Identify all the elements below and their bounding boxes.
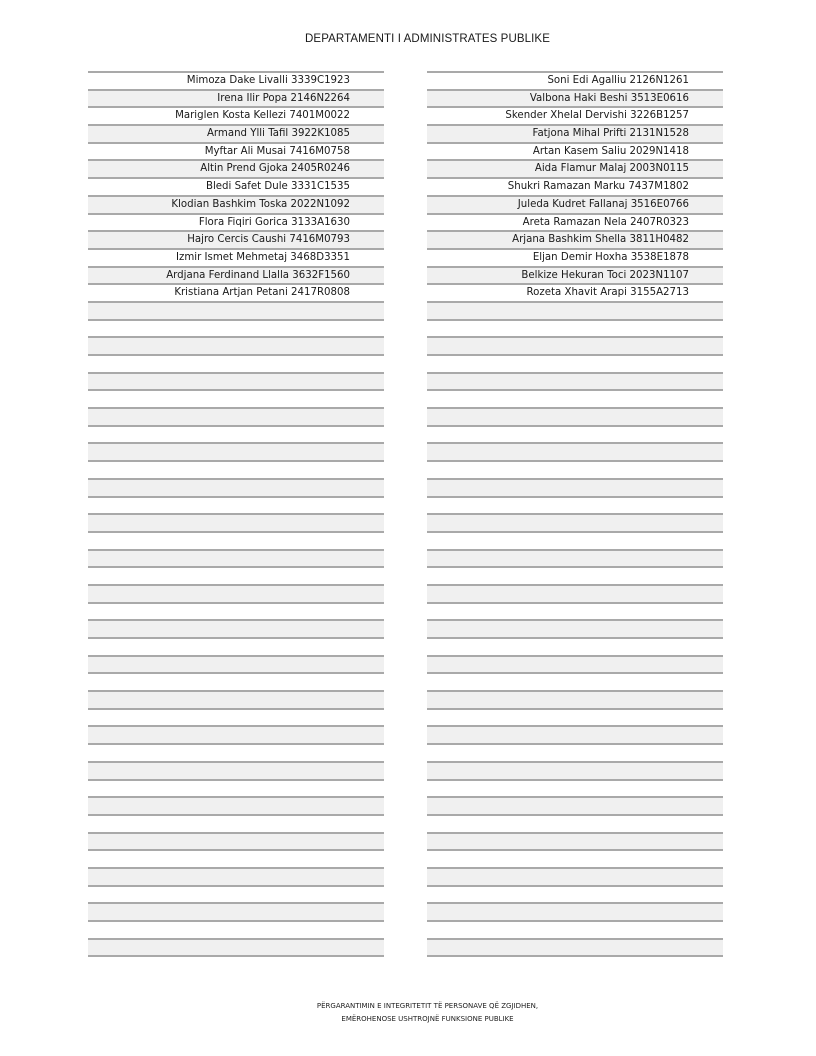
list-item: Flora Fiqiri Gorica 3133A1630 xyxy=(88,213,384,231)
empty-row xyxy=(427,354,723,372)
empty-row xyxy=(88,602,384,620)
list-item: Mariglen Kosta Kellezi 7401M0022 xyxy=(88,106,384,124)
empty-row xyxy=(427,301,723,319)
empty-row xyxy=(88,425,384,443)
empty-row xyxy=(427,460,723,478)
empty-row xyxy=(427,902,723,920)
empty-row xyxy=(427,761,723,779)
list-item: Juleda Kudret Fallanaj 3516E0766 xyxy=(427,195,723,213)
empty-row xyxy=(427,672,723,690)
column-bottom-rule xyxy=(88,955,384,957)
empty-row xyxy=(88,938,384,956)
footer-line-2: EMËROHENOSE USHTROJNË FUNKSIONE PUBLIKE xyxy=(341,1015,514,1023)
footer-line-1: PËRGARANTIMIN E INTEGRITETIT TË PERSONAVE QË ZGJIDHEN, xyxy=(316,1002,539,1010)
list-item: Myftar Ali Musai 7416M0758 xyxy=(88,142,384,160)
empty-row xyxy=(88,354,384,372)
list-item: Rozeta Xhavit Arapi 3155A2713 xyxy=(427,283,723,301)
page-footer xyxy=(0,1000,816,1026)
list-item: Armand Ylli Tafil 3922K1085 xyxy=(88,124,384,142)
empty-row xyxy=(427,849,723,867)
empty-row xyxy=(427,779,723,797)
empty-row xyxy=(427,319,723,337)
column-bottom-rule xyxy=(427,955,723,957)
empty-row xyxy=(88,619,384,637)
list-item: Areta Ramazan Nela 2407R0323 xyxy=(427,213,723,231)
empty-row xyxy=(88,849,384,867)
list-item: Klodian Bashkim Toska 2022N1092 xyxy=(88,195,384,213)
list-item: Artan Kasem Saliu 2029N1418 xyxy=(427,142,723,160)
list-item: Hajro Cercis Caushi 7416M0793 xyxy=(88,230,384,248)
empty-row xyxy=(88,796,384,814)
empty-row xyxy=(88,708,384,726)
list-item: Skender Xhelal Dervishi 3226B1257 xyxy=(427,106,723,124)
empty-row xyxy=(88,655,384,673)
empty-row xyxy=(88,372,384,390)
empty-row xyxy=(88,389,384,407)
empty-row xyxy=(88,902,384,920)
list-item: Ardjana Ferdinand Llalla 3632F1560 xyxy=(88,266,384,284)
empty-row xyxy=(427,637,723,655)
list-item: Altin Prend Gjoka 2405R0246 xyxy=(88,159,384,177)
empty-row xyxy=(427,867,723,885)
empty-row xyxy=(427,725,723,743)
empty-row xyxy=(427,336,723,354)
list-item: Aida Flamur Malaj 2003N0115 xyxy=(427,159,723,177)
list-item: Izmir Ismet Mehmetaj 3468D3351 xyxy=(88,248,384,266)
list-item: Soni Edi Agalliu 2126N1261 xyxy=(427,71,723,89)
empty-row xyxy=(427,708,723,726)
empty-row xyxy=(88,672,384,690)
empty-row xyxy=(88,867,384,885)
list-item: Valbona Haki Beshi 3513E0616 xyxy=(427,89,723,107)
empty-row xyxy=(88,832,384,850)
left-name-column xyxy=(88,71,384,957)
empty-row xyxy=(427,920,723,938)
empty-row xyxy=(427,743,723,761)
empty-row xyxy=(427,389,723,407)
empty-row xyxy=(88,779,384,797)
list-item: Arjana Bashkim Shella 3811H0482 xyxy=(427,230,723,248)
empty-row xyxy=(88,743,384,761)
empty-row xyxy=(427,513,723,531)
empty-row xyxy=(88,301,384,319)
empty-row xyxy=(88,513,384,531)
empty-row xyxy=(88,637,384,655)
empty-row xyxy=(427,496,723,514)
list-item: Belkize Hekuran Toci 2023N1107 xyxy=(427,266,723,284)
empty-row xyxy=(427,442,723,460)
list-item: Irena Ilir Popa 2146N2264 xyxy=(88,89,384,107)
empty-row xyxy=(88,442,384,460)
empty-row xyxy=(427,566,723,584)
empty-row xyxy=(88,531,384,549)
empty-row xyxy=(88,566,384,584)
empty-row xyxy=(427,372,723,390)
empty-row xyxy=(88,407,384,425)
empty-row xyxy=(427,885,723,903)
page-title: DEPARTAMENTI I ADMINISTRATES PUBLIKE xyxy=(305,33,550,45)
empty-row xyxy=(88,690,384,708)
empty-row xyxy=(427,796,723,814)
list-item: Shukri Ramazan Marku 7437M1802 xyxy=(427,177,723,195)
list-item: Kristiana Artjan Petani 2417R0808 xyxy=(88,283,384,301)
empty-row xyxy=(427,425,723,443)
empty-row xyxy=(88,814,384,832)
empty-row xyxy=(427,602,723,620)
list-item: Fatjona Mihal Prifti 2131N1528 xyxy=(427,124,723,142)
empty-row xyxy=(88,584,384,602)
empty-row xyxy=(88,460,384,478)
empty-row xyxy=(427,549,723,567)
empty-row xyxy=(88,478,384,496)
list-item: Bledi Safet Dule 3331C1535 xyxy=(88,177,384,195)
empty-row xyxy=(427,814,723,832)
empty-row xyxy=(427,478,723,496)
empty-row xyxy=(88,549,384,567)
empty-row xyxy=(88,336,384,354)
empty-row xyxy=(427,938,723,956)
empty-row xyxy=(427,690,723,708)
list-item: Mimoza Dake Livalli 3339C1923 xyxy=(88,71,384,89)
empty-row xyxy=(88,496,384,514)
empty-row xyxy=(427,655,723,673)
empty-row xyxy=(88,920,384,938)
empty-row xyxy=(88,885,384,903)
empty-row xyxy=(427,832,723,850)
empty-row xyxy=(427,584,723,602)
empty-row xyxy=(427,407,723,425)
empty-row xyxy=(427,531,723,549)
empty-row xyxy=(88,319,384,337)
right-name-column xyxy=(427,71,723,957)
list-item: Eljan Demir Hoxha 3538E1878 xyxy=(427,248,723,266)
empty-row xyxy=(427,619,723,637)
empty-row xyxy=(88,761,384,779)
empty-row xyxy=(88,725,384,743)
